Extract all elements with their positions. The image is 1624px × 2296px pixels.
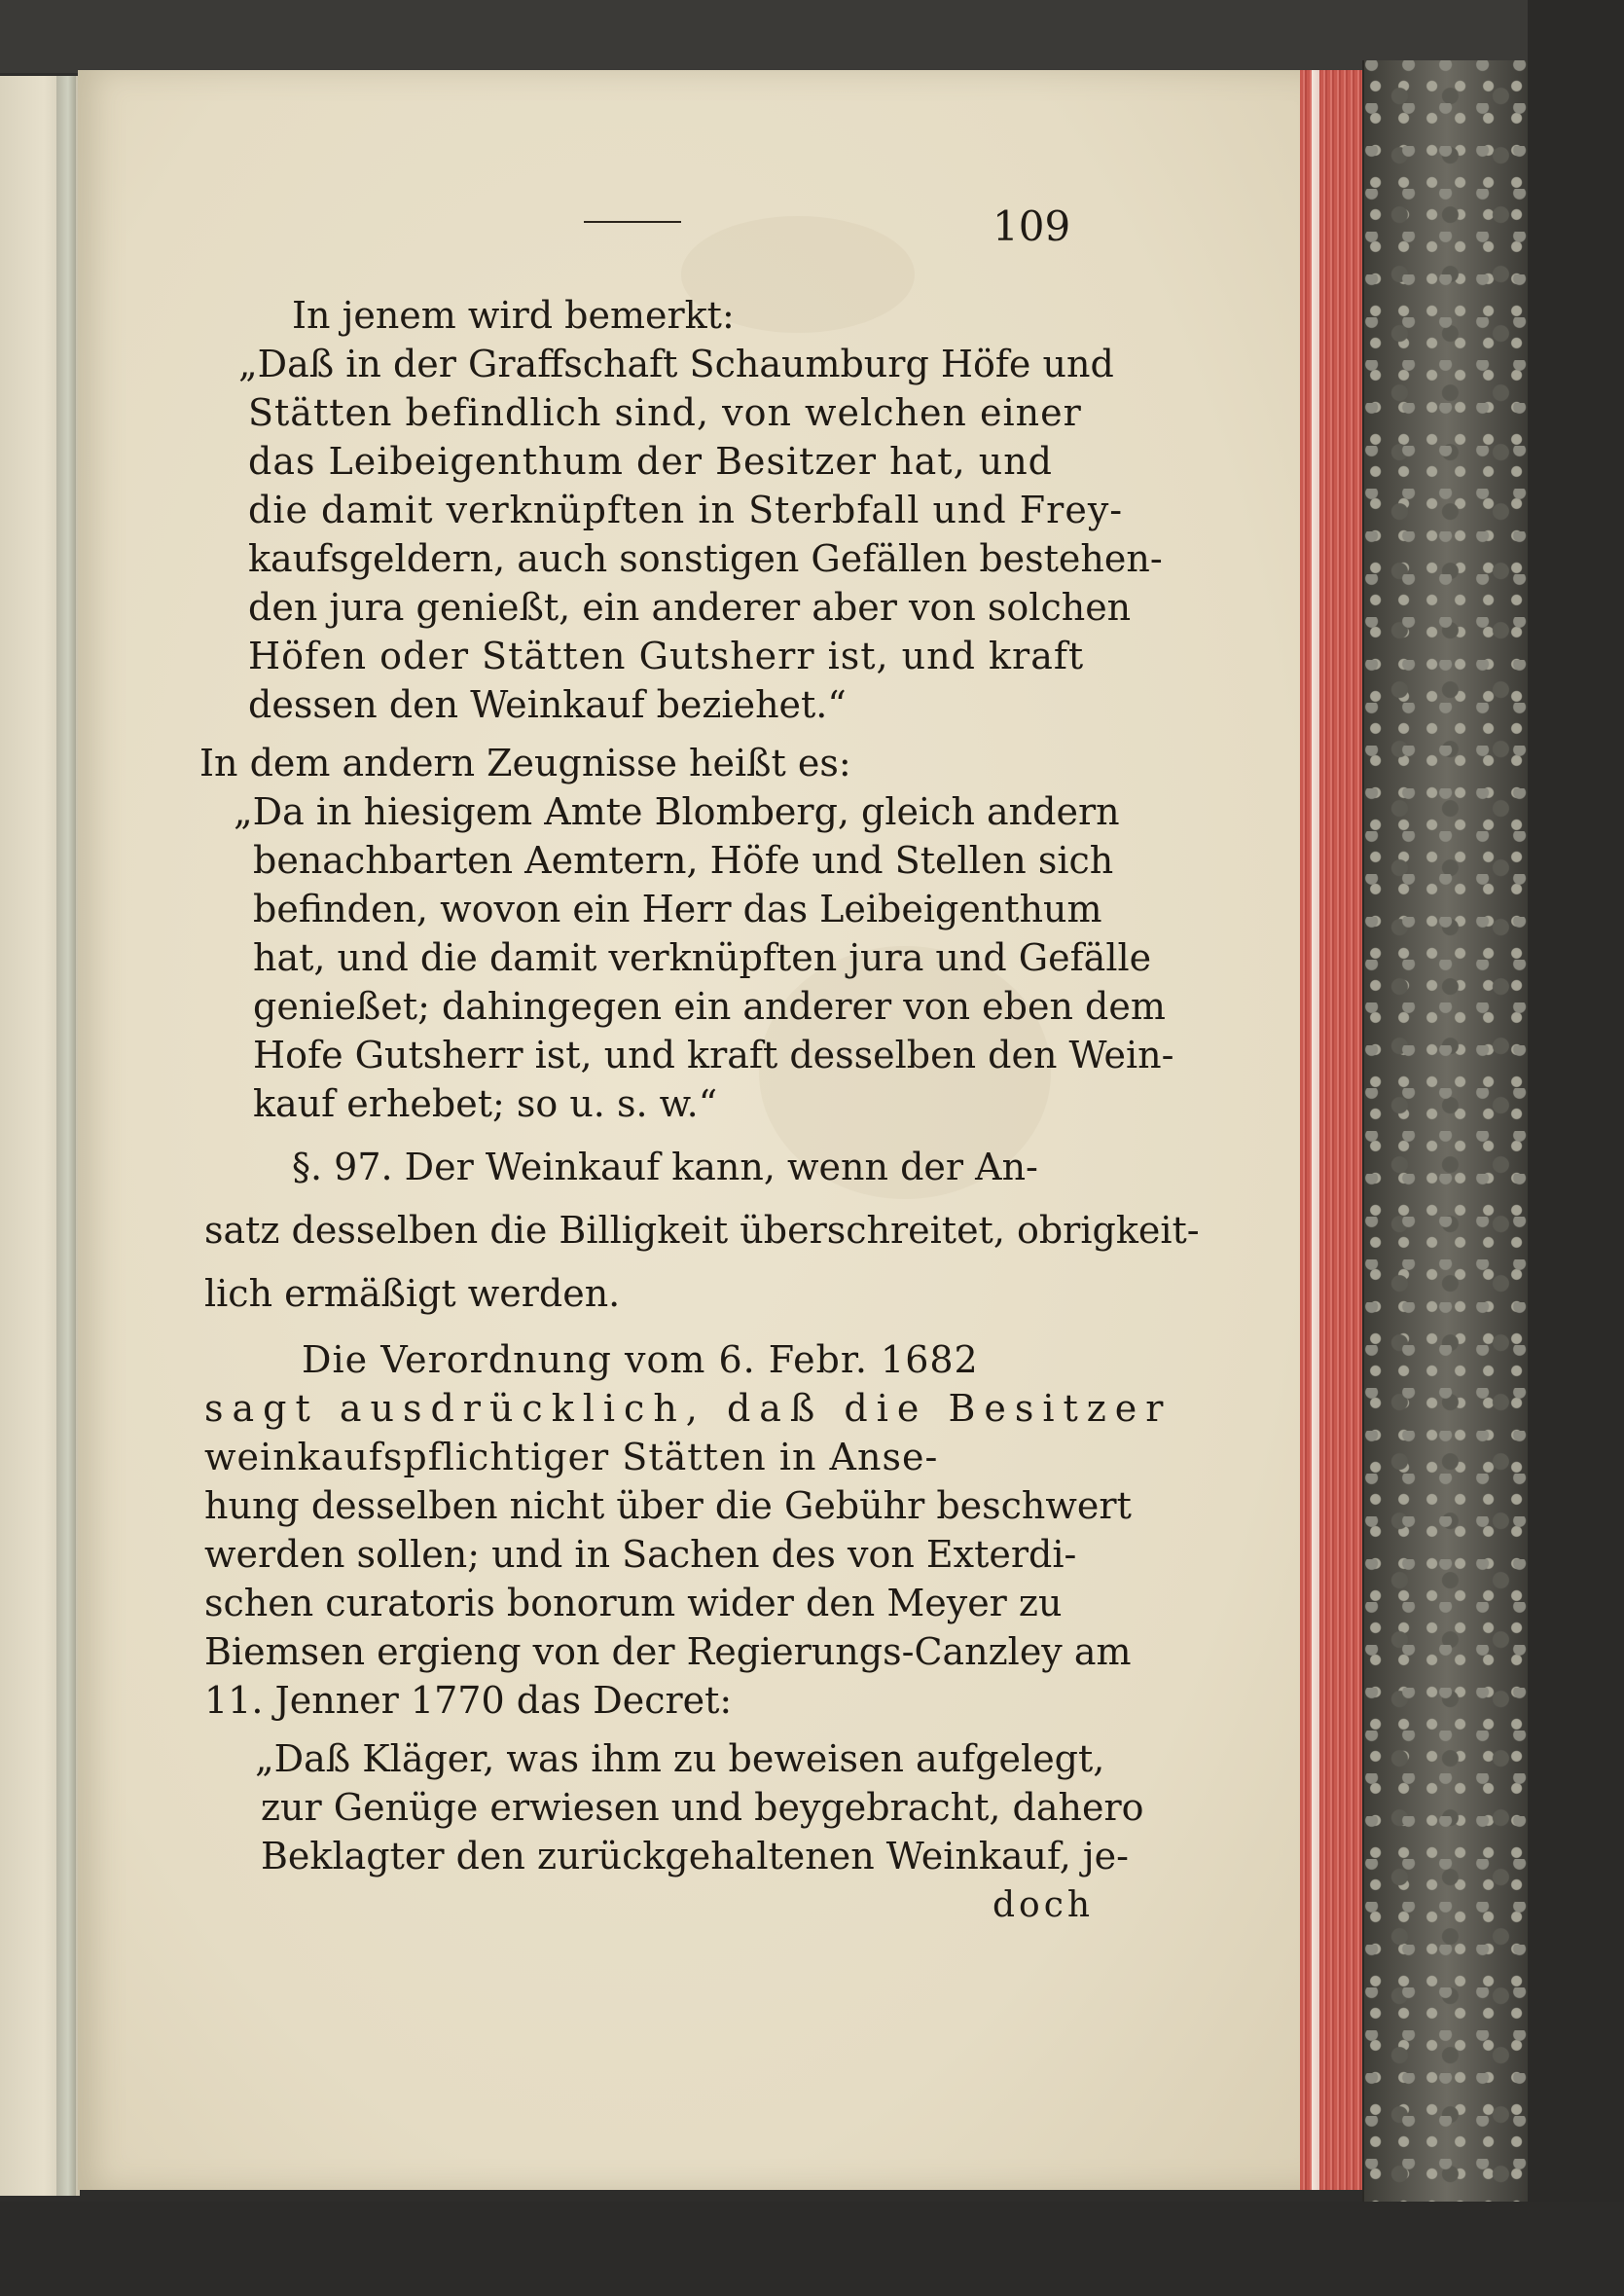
text-line: Biemsen ergieng von der Regierungs-Canzley am [204, 1630, 1132, 1673]
text-line: Die Verordnung vom 6. Febr. 1682 [302, 1338, 979, 1381]
page-edges-red [1300, 70, 1362, 2190]
text-line: die damit verknüpften in Sterbfall und Frey- [248, 489, 1124, 531]
text-line: weinkaufspflichtiger Stätten in Anse- [204, 1436, 939, 1478]
text-line: das Leibeigenthum der Besitzer hat, und [248, 440, 1053, 483]
text-line: Höfen oder Stätten Gutsherr ist, und kraft [248, 635, 1085, 677]
page-number: 109 [992, 202, 1071, 250]
text-line: genießet; dahingegen ein anderer von eben dem [253, 985, 1166, 1028]
text-line: kauf erhebet; so u. s. w.“ [253, 1082, 718, 1125]
header-rule [584, 221, 681, 223]
text-line: hung desselben nicht über die Gebühr beschwert [204, 1484, 1132, 1527]
text-line: satz desselben die Billigkeit überschreitet, obrigkeit- [204, 1209, 1200, 1252]
text-line: „Daß Kläger, was ihm zu beweisen aufgelegt, [255, 1737, 1105, 1780]
text-line: benachbarten Aemtern, Höfe und Stellen sich [253, 839, 1114, 882]
background-right [1528, 0, 1624, 2296]
text-line: sagt ausdrücklich, daß die Besitzer [204, 1387, 1173, 1430]
text-line: zur Genüge erwiesen und beygebracht, dahero [261, 1786, 1144, 1829]
text-line: schen curatoris bonorum wider den Meyer zu [204, 1582, 1063, 1624]
text-line: „Da in hiesigem Amte Blomberg, gleich andern [234, 790, 1120, 833]
section-heading: §. 97. Der Weinkauf kann, wenn der An- [292, 1146, 1038, 1188]
text-line: werden sollen; und in Sachen des von Exterdi- [204, 1533, 1077, 1576]
text-line: lich ermäßigt werden. [204, 1272, 621, 1315]
text-line: In jenem wird bemerkt: [292, 294, 735, 337]
page-edge-highlight [1312, 70, 1319, 2190]
marbled-cover [1362, 60, 1530, 2206]
text-line: kaufsgeldern, auch sonstigen Gefällen bestehen- [248, 537, 1163, 580]
background-bottom [0, 2202, 1624, 2296]
text-line: Hofe Gutsherr ist, und kraft desselben den Wein- [253, 1034, 1174, 1076]
text-line: dessen den Weinkauf beziehet.“ [248, 683, 847, 726]
catchword: doch [992, 1885, 1095, 1925]
text-line: den jura genießt, ein anderer aber von solchen [248, 586, 1132, 629]
text-line: 11. Jenner 1770 das Decret: [204, 1679, 733, 1722]
book-gutter [56, 76, 76, 2196]
text-line: hat, und die damit verknüpften jura und Gefälle [253, 936, 1152, 979]
text-line: In dem andern Zeugnisse heißt es: [199, 742, 851, 784]
text-line: Beklagter den zurückgehaltenen Weinkauf, je- [261, 1835, 1129, 1877]
text-line: Stätten befindlich sind, von welchen einer [248, 391, 1082, 434]
text-line: befinden, wovon ein Herr das Leibeigenthum [253, 888, 1102, 930]
text-line: „Daß in der Graffschaft Schaumburg Höfe und [238, 343, 1114, 385]
